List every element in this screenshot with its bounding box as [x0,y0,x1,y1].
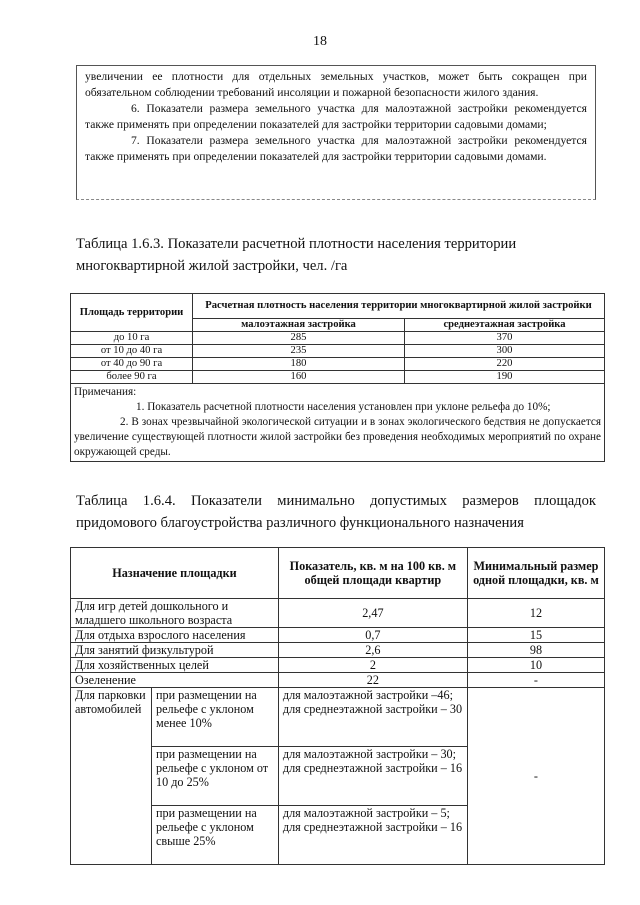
table1-caption-line1: Таблица 1.6.3. Показатели расчетной плотности населения территории [76,236,517,252]
min-cell: 10 [467,658,604,673]
intro-paragraph-7: 7. Показатели размера земельного участка для малоэтажной застройки рекомендуется также применять при определении показателей для застройки территории садовыми домами. [85,134,587,163]
purpose-cell: Для игр детей дошкольного и младшего школьного возраста [71,599,279,628]
mid-cell: 370 [405,332,605,345]
value-cell: 22 [278,673,467,688]
area-cell: от 40 до 90 га [71,358,193,371]
page-number: 18 [313,34,327,49]
table2-caption: Таблица 1.6.4. Показатели минимально допустимых размеров площадок придомового благоустройства различного функционального назначения [76,493,596,531]
header-purpose: Назначение площадки [71,548,279,599]
table-row [71,599,605,628]
header-mid-rise: среднеэтажная застройка [405,319,605,332]
table-row [71,345,605,358]
mid-cell: 190 [405,371,605,384]
header-min-size: Минимальный размер одной площадки, кв. м [467,548,604,599]
table-row [71,673,605,688]
table-row [71,688,605,747]
table-row [71,628,605,643]
notes-cell [71,384,605,462]
parking-label: Для парковки автомобилей [71,688,152,865]
header-low-rise: малоэтажная застройка [193,319,405,332]
low-cell: 160 [193,371,405,384]
playground-size-table [70,547,605,865]
table-row [71,332,605,345]
mid-cell: 300 [405,345,605,358]
min-cell: 12 [467,599,604,628]
header-density: Расчетная плотность населения территории многоквартирной жилой застройки [193,294,605,319]
value-cell: 2 [278,658,467,673]
density-table [70,293,605,462]
min-cell: - [467,673,604,688]
area-cell: до 10 га [71,332,193,345]
mid-cell: 220 [405,358,605,371]
parking-value: для малоэтажной застройки – 30; для среднеэтажной застройки – 16 [278,747,467,806]
table-row [71,643,605,658]
low-cell: 180 [193,358,405,371]
table-row [71,658,605,673]
table1-caption [76,233,596,277]
notes-title: Примечания: [74,386,137,398]
parking-value: для малоэтажной застройки –46; для среднеэтажной застройки – 30 [278,688,467,747]
parking-condition: при размещении на рельефе с уклоном свыше 25% [152,806,279,865]
parking-value: для малоэтажной застройки – 5; для среднеэтажной застройки – 16 [278,806,467,865]
parking-min-cell: - [467,688,604,865]
header-area: Площадь территории [71,294,193,332]
notes-row [71,384,605,462]
area-cell: более 90 га [71,371,193,384]
header-indicator: Показатель, кв. м на 100 кв. м общей площади квартир [278,548,467,599]
note-1: 1. Показатель расчетной плотности населения установлен при уклоне рельефа до 10%; [136,401,551,413]
table1-caption-line2: многоквартирной жилой застройки, чел. /га [76,258,348,274]
purpose-cell: Для занятий физкультурой [71,643,279,658]
note-2: 2. В зонах чрезвычайной экологической ситуации и в зонах экологического бедствия не допускается увеличение существующей плотности жилой застройки без проведения необходимых мероприятий по охране окружающей среды. [74,416,601,458]
parking-condition: при размещении на рельефе с уклоном от 10 до 25% [152,747,279,806]
purpose-cell: Озеленение [71,673,279,688]
low-cell: 285 [193,332,405,345]
low-cell: 235 [193,345,405,358]
intro-line-1: увеличении ее плотности для отдельных земельных участков, может быть сокращен при [85,70,587,83]
purpose-cell: Для хозяйственных целей [71,658,279,673]
min-cell: 98 [467,643,604,658]
intro-paragraph-6: 6. Показатели размера земельного участка для малоэтажной застройки рекомендуется также применять при определении показателей для застройки территории садовыми домами; [85,102,587,131]
min-cell: 15 [467,628,604,643]
table-row [71,371,605,384]
area-cell: от 10 до 40 га [71,345,193,358]
intro-text-box [76,65,596,200]
purpose-cell: Для отдыха взрослого населения [71,628,279,643]
intro-line-2: обязательном соблюдении требований инсоляции и пожарной безопасности жилого здания. [85,86,539,99]
value-cell: 2,47 [278,599,467,628]
value-cell: 2,6 [278,643,467,658]
parking-condition: при размещении на рельефе с уклоном менее 10% [152,688,279,747]
table-row [71,358,605,371]
value-cell: 0,7 [278,628,467,643]
